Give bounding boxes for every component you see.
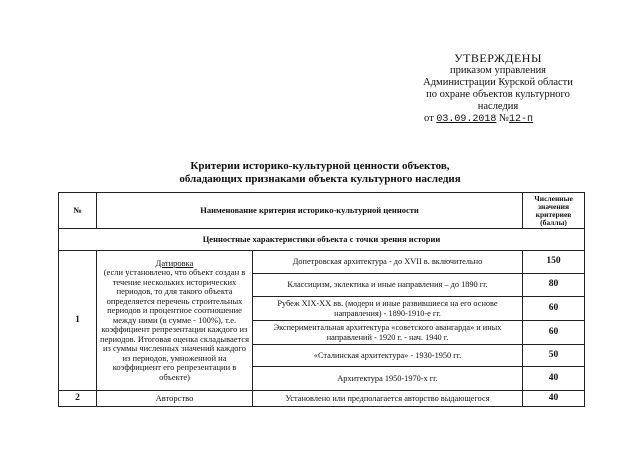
variant-text: Классицизм, эклектика и иные направления – до 1890 гг. [253, 274, 523, 297]
criteria-table [58, 192, 585, 407]
row-number: 2 [59, 391, 97, 407]
title-line-1: Критерии историко-культурной ценности объектов, [190, 160, 450, 172]
variant-score: 150 [523, 251, 585, 274]
criterion-description: (если установлено, что объект создан в течение нескольких исторических периодов, то для такого объекта определяется перечень строительных периодов и процентное соотношение между ними (в сумме - 100%), т.е. коэффициент репрезентации каждого из периодов. Итоговая оценка складывается из суммы численных значений каждого из периодов, умноженной на коэффициент его репрезентации в объекте) [99, 267, 250, 382]
variant-score: 60 [523, 297, 585, 321]
number-prefix: № [498, 113, 509, 124]
variant-score: 80 [523, 274, 585, 297]
approval-line-1: приказом управления [449, 65, 547, 76]
variant-text: Рубеж XIX-XX вв. (модерн и иные развившиеся на его основе направления) - 1890-1910-е гг. [253, 297, 523, 321]
approval-stamp [398, 52, 598, 126]
criterion-title: Датировка [155, 257, 194, 268]
section-row [59, 229, 585, 251]
approval-order-line [398, 113, 598, 126]
variant-text: Экспериментальная архитектура «советского авангарда» и иных направлений - 1920 г. - нач. 1940 г. [253, 321, 523, 345]
variant-score: 60 [523, 321, 585, 345]
header-num: № [59, 193, 97, 229]
variant-score: 40 [523, 367, 585, 391]
variant-text: Архитектура 1950-1970-х гг. [253, 367, 523, 391]
approval-date: 03.09.2018 [436, 114, 497, 125]
header-name: Наименование критерия историко-культурной ценности [97, 193, 523, 229]
section-title: Ценностные характеристики объекта с точки зрения истории [59, 229, 585, 251]
variant-text: Допетровская архитектура - до XVII в. включительно [253, 251, 523, 274]
date-prefix: от [424, 113, 434, 124]
document-title [100, 160, 540, 186]
approval-line-3: по охране объектов культурного [426, 89, 570, 100]
approval-line-2: Администрации Курской области [423, 77, 573, 88]
variant-text: Установлено или предполагается авторство выдающегося [253, 391, 523, 407]
title-line-2: обладающих признаками объекта культурного наследия [179, 173, 461, 185]
criterion-title: Авторство [97, 391, 253, 407]
table-row [59, 251, 585, 274]
table-header-row [59, 193, 585, 229]
approval-line-4: наследия [477, 101, 519, 112]
table-row [59, 391, 585, 407]
row-number: 1 [59, 251, 97, 391]
criterion-cell [97, 251, 253, 391]
variant-text: «Сталинская архитектура» - 1930-1950 гг. [253, 345, 523, 367]
variant-score: 40 [523, 391, 585, 407]
approval-number: 12-п [509, 114, 534, 125]
approval-heading: УТВЕРЖДЕНЫ [454, 51, 542, 65]
header-score: Численные значения критериев (баллы) [523, 193, 585, 229]
variant-score: 50 [523, 345, 585, 367]
